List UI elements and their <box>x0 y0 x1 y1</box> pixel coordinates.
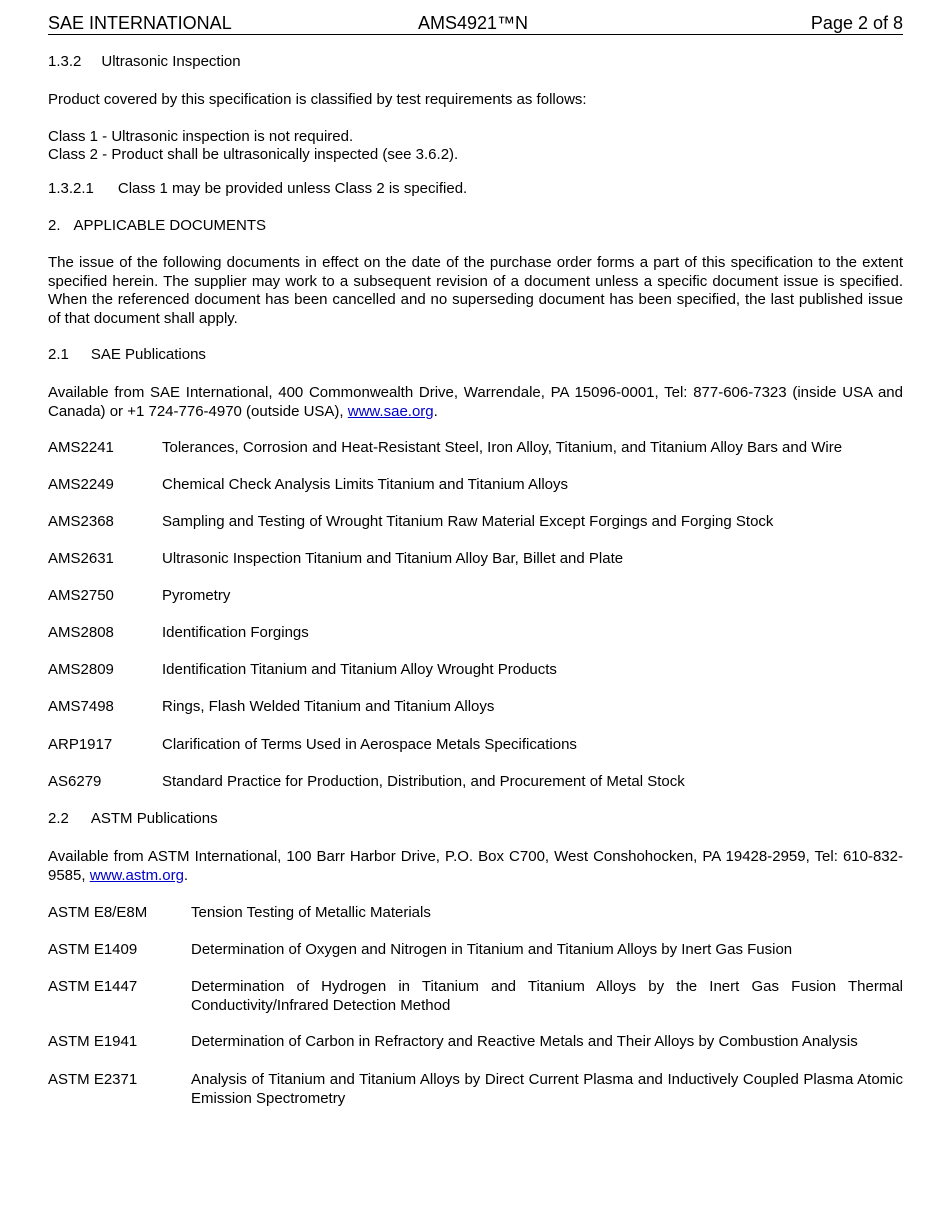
reference-entry <box>48 513 903 531</box>
section-number: 2.2 <box>48 810 69 827</box>
class-2-line: Class 2 - Product shall be ultrasonically inspected (see 3.6.2). <box>48 146 459 163</box>
section-2-heading <box>48 217 903 236</box>
reference-code: AMS2241 <box>48 439 114 456</box>
header-publisher: SAE INTERNATIONAL <box>48 13 232 33</box>
reference-title: Determination of Oxygen and Nitrogen in Titanium and Titanium Alloys by Inert Gas Fusion <box>191 941 793 958</box>
section-number: 2.1 <box>48 346 69 363</box>
reference-entry <box>48 1033 903 1051</box>
astm-availability-paragraph <box>48 848 903 885</box>
page-header <box>48 12 903 35</box>
reference-title: Identification Titanium and Titanium Alloy Wrought Products <box>162 661 557 678</box>
section-2-paragraph: The issue of the following documents in effect on the date of the purchase order forms a part of this specification to the extent specified herein. The supplier may work to a subsequent revision of a document unless a specific document issue is specified. When the referenced document has been cancelled and no superseding document has been specified, the last published issue of that document shall apply. <box>48 254 903 327</box>
reference-code: ARP1917 <box>48 736 113 753</box>
section-2-1-heading <box>48 346 903 365</box>
reference-title: Sampling and Testing of Wrought Titanium Raw Material Except Forgings and Forging Stock <box>162 513 774 530</box>
reference-title: Identification Forgings <box>162 624 309 641</box>
reference-entry <box>48 773 903 791</box>
reference-title: Standard Practice for Production, Distribution, and Procurement of Metal Stock <box>162 773 685 790</box>
sae-availability-paragraph <box>48 384 903 421</box>
reference-code: AMS2808 <box>48 624 114 641</box>
section-2-2-heading <box>48 810 903 829</box>
sae-availability-text: Available from SAE International, 400 Commonwealth Drive, Warrendale, PA 15096-0001, Tel: 877-606-7323 (inside USA and Canada) or +1 724-776-4970 (outside USA), <box>48 384 903 420</box>
header-document-number: AMS4921™N <box>418 13 529 33</box>
reference-title: Pyrometry <box>162 587 231 604</box>
section-number: 1.3.2.1 <box>48 180 94 197</box>
section-title: ASTM Publications <box>90 810 218 827</box>
reference-entry <box>48 1071 903 1108</box>
section-title: Ultrasonic Inspection <box>101 53 241 70</box>
astm-availability-text: Available from ASTM International, 100 Barr Harbor Drive, P.O. Box C700, West Conshohocken, PA 19428-2959, Tel: 610-832-9585, <box>48 848 903 884</box>
reference-entry <box>48 476 903 494</box>
reference-title: Tension Testing of Metallic Materials <box>191 904 431 921</box>
reference-code: AMS7498 <box>48 698 114 715</box>
header-page-number: Page 2 of 8 <box>810 13 903 33</box>
reference-title: Determination of Hydrogen in Titanium and Titanium Alloys by the Inert Gas Fusion Thermal Conductivity/Infrared Detection Method <box>191 978 903 1014</box>
reference-title: Analysis of Titanium and Titanium Alloys by Direct Current Plasma and Inductively Coupled Plasma Atomic Emission Spectrometry <box>191 1071 903 1107</box>
reference-title: Clarification of Terms Used in Aerospace Metals Specifications <box>162 736 577 753</box>
reference-code: AS6279 <box>48 773 102 790</box>
reference-entry <box>48 904 903 922</box>
reference-title: Tolerances, Corrosion and Heat-Resistant Steel, Iron Alloy, Titanium, and Titanium Alloy Bars and Wire <box>162 439 843 456</box>
reference-code: AMS2750 <box>48 587 114 604</box>
section-title: APPLICABLE DOCUMENTS <box>73 217 267 234</box>
reference-code: ASTM E1447 <box>48 978 138 995</box>
section-number: 1.3.2 <box>48 53 82 70</box>
reference-code: AMS2249 <box>48 476 114 493</box>
reference-title: Rings, Flash Welded Titanium and Titanium Alloys <box>162 698 495 715</box>
sae-availability-end: . <box>433 402 438 420</box>
section-title: SAE Publications <box>90 346 206 363</box>
reference-entry <box>48 661 903 679</box>
sae-website-link[interactable]: www.sae.org <box>347 402 434 420</box>
class-1-line: Class 1 - Ultrasonic inspection is not required. <box>48 128 354 145</box>
reference-code: AMS2631 <box>48 550 114 567</box>
reference-entry <box>48 624 903 642</box>
reference-entry <box>48 587 903 605</box>
astm-website-link[interactable]: www.astm.org <box>89 866 184 884</box>
reference-entry <box>48 978 903 1015</box>
reference-code: ASTM E1409 <box>48 941 138 958</box>
reference-entry <box>48 736 903 754</box>
section-1-3-2-1 <box>48 180 903 199</box>
reference-title: Ultrasonic Inspection Titanium and Titanium Alloy Bar, Billet and Plate <box>162 550 624 567</box>
reference-code: AMS2368 <box>48 513 114 530</box>
reference-title: Determination of Carbon in Refractory and Reactive Metals and Their Alloys by Combustion Analysis <box>191 1033 858 1050</box>
section-1-3-2-heading <box>48 53 903 72</box>
reference-code: ASTM E8/E8M <box>48 904 148 921</box>
reference-code: AMS2809 <box>48 661 114 678</box>
astm-availability-end: . <box>183 866 189 884</box>
reference-entry <box>48 550 903 568</box>
reference-title: Chemical Check Analysis Limits Titanium and Titanium Alloys <box>162 476 568 493</box>
section-text: Class 1 may be provided unless Class 2 is specified. <box>117 180 468 197</box>
reference-entry <box>48 439 903 457</box>
reference-entry <box>48 698 903 716</box>
reference-code: ASTM E1941 <box>48 1033 138 1050</box>
reference-code: ASTM E2371 <box>48 1071 138 1088</box>
section-1-3-2-intro: Product covered by this specification is classified by test requirements as follows: <box>48 91 587 108</box>
reference-entry <box>48 941 903 959</box>
section-number: 2. <box>48 217 61 234</box>
